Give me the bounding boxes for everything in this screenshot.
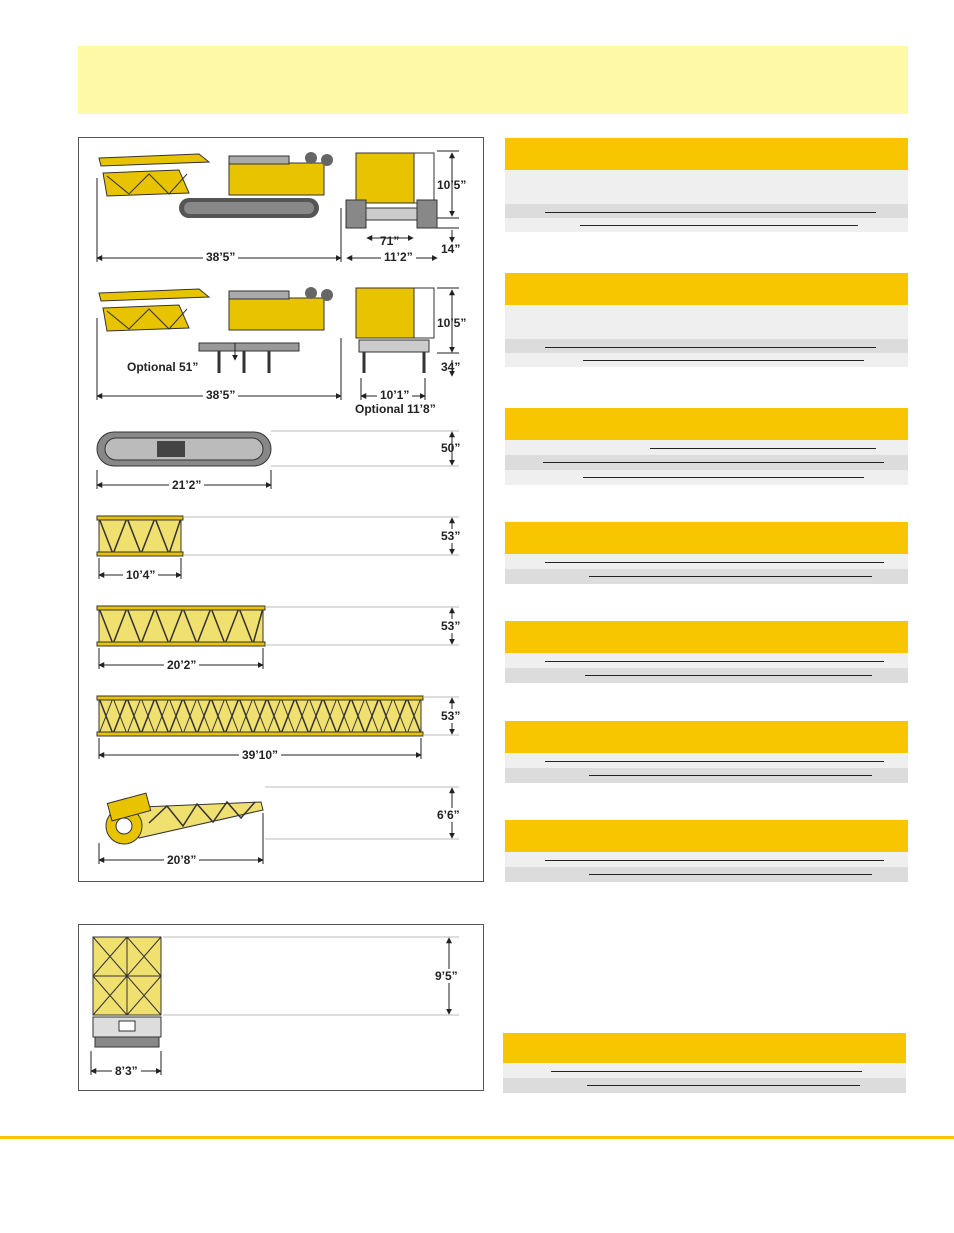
spec-table-4-row-1 (505, 554, 908, 569)
boom2-height-label: 53” (441, 619, 461, 633)
spec-table-3 (505, 408, 908, 485)
spec-table-1-header (505, 138, 908, 170)
crane-side-view (99, 152, 333, 218)
spec-table-7 (505, 820, 908, 882)
counterweight-stack (93, 937, 161, 1047)
spec-table-5-row-1 (505, 653, 908, 668)
spec-table-2-header (505, 273, 908, 305)
crawler-track (97, 432, 271, 466)
spec-table-4-header (505, 522, 908, 554)
spec-table-2 (505, 273, 908, 367)
spec-table-2-row-1 (505, 305, 908, 339)
spec-table-4-row-2 (505, 569, 908, 584)
spec-table-3-row-1 (505, 440, 908, 455)
spec-table-5-row-2 (505, 668, 908, 683)
spec-table-1-row-3 (505, 218, 908, 232)
jacked-length-label: 38’5” (203, 388, 238, 402)
spec-table-6-row-1 (505, 753, 908, 768)
counterweight-height-label: 9’5” (435, 969, 458, 983)
jacked-optional-lower-label: Optional 51” (127, 360, 199, 374)
spec-table-8-row-1 (503, 1063, 906, 1078)
spec-table-6 (505, 721, 908, 783)
spec-table-2-row-2 (505, 339, 908, 353)
boom3-length-label: 39’10” (239, 748, 281, 762)
spec-table-1-row-1 (505, 170, 908, 204)
butt-length-label: 20’8” (164, 853, 199, 867)
track-height-label: 50” (441, 441, 461, 455)
spec-table-3-row-3 (505, 470, 908, 485)
boom1-length-label: 10’4” (123, 568, 158, 582)
spec-table-5 (505, 621, 908, 683)
spec-table-8-row-2 (503, 1078, 906, 1093)
crane-track-gauge-label: 71” (380, 234, 400, 248)
crane-width-label: 11’2” (381, 250, 416, 264)
title-banner (78, 46, 908, 114)
jacked-lift-label: 34” (441, 360, 461, 374)
jacked-height-label: 10’5” (437, 316, 467, 330)
spec-table-3-header (505, 408, 908, 440)
butt-height-label: 6’6” (437, 808, 460, 822)
spec-table-7-header (505, 820, 908, 852)
counterweight-width-label: 8’3” (112, 1064, 141, 1078)
spec-table-6-row-2 (505, 768, 908, 783)
jacked-width-label: 10’1” (377, 388, 412, 402)
crane-clearance-label: 14” (441, 242, 461, 256)
spec-table-4 (505, 522, 908, 584)
spec-table-7-row-2 (505, 867, 908, 882)
transport-dimensions-drawing (79, 138, 483, 881)
track-length-label: 21’2” (169, 478, 204, 492)
crane-height-label: 10’5” (437, 178, 467, 192)
spec-table-2-row-3 (505, 353, 908, 367)
spec-table-1 (505, 138, 908, 232)
spec-table-7-row-1 (505, 852, 908, 867)
crane-jacked-rear-view (356, 288, 434, 373)
boom-insert-10ft (97, 516, 183, 556)
boom-insert-40ft (97, 696, 423, 736)
spec-table-8-header (503, 1033, 906, 1063)
crane-rear-view (346, 153, 437, 228)
counterweight-panel (78, 924, 484, 1091)
boom2-length-label: 20’2” (164, 658, 199, 672)
spec-table-8 (503, 1033, 906, 1093)
boom1-height-label: 53” (441, 529, 461, 543)
spec-table-6-header (505, 721, 908, 753)
spec-table-3-row-2 (505, 455, 908, 470)
jacked-optional-width-label: Optional 11’8” (355, 402, 436, 416)
crane-length-label: 38’5” (203, 250, 238, 264)
spec-table-1-row-2 (505, 204, 908, 218)
transport-dimensions-panel (78, 137, 484, 882)
boom-butt-section (106, 793, 263, 844)
footer-rule (0, 1136, 954, 1139)
boom-insert-20ft (97, 606, 265, 646)
spec-table-5-header (505, 621, 908, 653)
boom3-height-label: 53” (441, 709, 461, 723)
